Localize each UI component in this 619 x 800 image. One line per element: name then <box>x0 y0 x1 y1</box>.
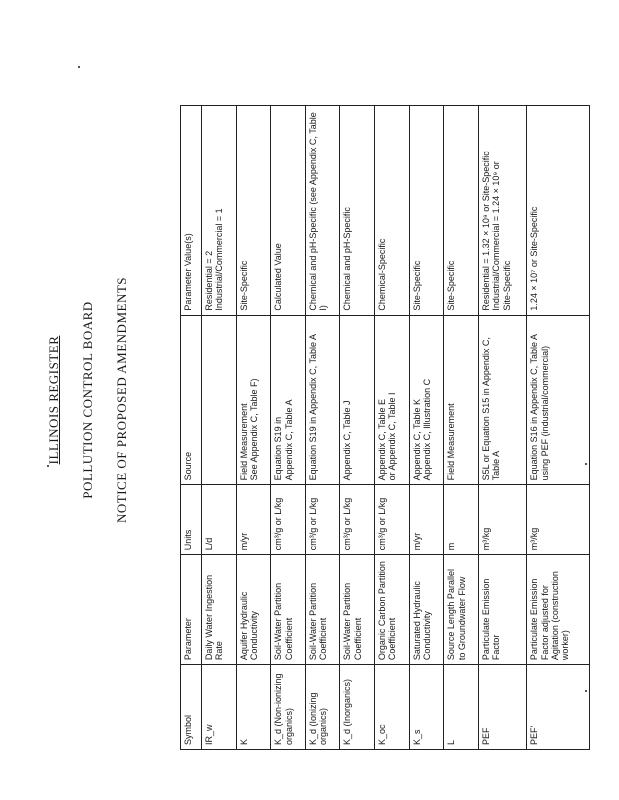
scan-speck <box>585 690 587 692</box>
cell-value: Calculated Value <box>271 106 306 316</box>
cell-source: Equation S16 in Appendix C, Table A using PEF (industrial/commercial) <box>527 315 590 485</box>
cell-source <box>202 315 237 485</box>
cell-source: Equation S19 in Appendix C, Table A <box>271 315 306 485</box>
cell-value: Residential = 2 Industrial/Commercial = 1 <box>202 106 237 316</box>
cell-symbol: PEF' <box>527 665 590 750</box>
cell-parameter: Soil-Water Partition Coefficient <box>340 555 375 665</box>
cell-value: Chemical and pH-Specific (see Appendix C, Table I) <box>305 106 340 316</box>
column-header-value: Parameter Value(s) <box>181 106 202 316</box>
scan-speck <box>585 463 587 465</box>
scan-speck <box>47 465 49 467</box>
cell-parameter: Soil-Water Partition Coefficient <box>271 555 306 665</box>
cell-source: Appendix C, Table K Appendix C, Illustration C <box>409 315 444 485</box>
cell-units: cm³/g or L/kg <box>271 485 306 555</box>
parameter-table <box>180 105 590 750</box>
cell-value: Residential = 1.32 × 10⁹ or Site-Specific Industrial/Commercial = 1.24 × 10⁹ or Site-Specific <box>478 106 527 316</box>
cell-symbol: K_d (Non-ionizing organics) <box>271 665 306 750</box>
scan-speck <box>78 66 80 68</box>
table-row <box>305 106 340 750</box>
cell-units: m/yr <box>409 485 444 555</box>
table-row <box>375 106 410 750</box>
table-row <box>271 106 306 750</box>
rotated-content <box>40 40 600 760</box>
cell-parameter: Source Length Parallel to Groundwater Flow <box>444 555 479 665</box>
cell-units: m³/kg <box>478 485 527 555</box>
cell-value: Site-Specific <box>409 106 444 316</box>
cell-symbol: L <box>444 665 479 750</box>
cell-symbol: K_d (Ionizing organics) <box>305 665 340 750</box>
cell-source: Appendix C, Table E or Appendix C, Table I <box>375 315 410 485</box>
cell-parameter: Particulate Emission Factor adjusted for Agitation (construction worker) <box>527 555 590 665</box>
cell-symbol: K_d (Inorganics) <box>340 665 375 750</box>
cell-source: Field Measurement See Appendix C, Table F) <box>236 315 271 485</box>
cell-units: m <box>444 485 479 555</box>
table-row <box>527 106 590 750</box>
cell-units: cm³/g or L/kg <box>375 485 410 555</box>
table-row <box>478 106 527 750</box>
cell-parameter: Organic Carbon Partition Coefficient <box>375 555 410 665</box>
cell-units: m/yr <box>236 485 271 555</box>
column-header-parameter: Parameter <box>181 555 202 665</box>
column-header-source: Source <box>181 315 202 485</box>
cell-units: L/d <box>202 485 237 555</box>
cell-source: Field Measurement <box>444 315 479 485</box>
cell-parameter: Particulate Emission Factor <box>478 555 527 665</box>
column-header-symbol: Symbol <box>181 665 202 750</box>
cell-symbol: K_s <box>409 665 444 750</box>
cell-symbol: K_oc <box>375 665 410 750</box>
cell-parameter: Daily Water Ingestion Rate <box>202 555 237 665</box>
register-heading: ILLINOIS REGISTER <box>46 335 61 465</box>
cell-parameter: Saturated Hydraulic Conductivity <box>409 555 444 665</box>
notice-heading: NOTICE OF PROPOSED AMENDMENTS <box>114 277 129 523</box>
cell-units: cm³/g or L/kg <box>340 485 375 555</box>
table-row <box>340 106 375 750</box>
cell-value: Site-Specific <box>444 106 479 316</box>
cell-units: cm³/g or L/kg <box>305 485 340 555</box>
cell-units: m³/kg <box>527 485 590 555</box>
cell-symbol: PEF <box>478 665 527 750</box>
cell-symbol: K <box>236 665 271 750</box>
cell-parameter: Soil-Water Partition Coefficient <box>305 555 340 665</box>
cell-source: S5L or Equation S15 in Appendix C, Table A <box>478 315 527 485</box>
cell-value: 1.24 × 10⁷ or Site-Specific <box>527 106 590 316</box>
cell-value: Chemical-Specific <box>375 106 410 316</box>
cell-source: Equation S19 in Appendix C, Table A <box>305 315 340 485</box>
cell-source: Appendix C, Table J <box>340 315 375 485</box>
board-heading: POLLUTION CONTROL BOARD <box>80 301 95 499</box>
table-row <box>236 106 271 750</box>
cell-value: Site-Specific <box>236 106 271 316</box>
column-header-units: Units <box>181 485 202 555</box>
cell-symbol: IR_w <box>202 665 237 750</box>
table-header-row <box>181 106 202 750</box>
table-row <box>409 106 444 750</box>
table-row <box>444 106 479 750</box>
cell-parameter: Aquifer Hydraulic Conductivity <box>236 555 271 665</box>
table-row <box>202 106 237 750</box>
cell-value: Chemical and pH-Specific <box>340 106 375 316</box>
